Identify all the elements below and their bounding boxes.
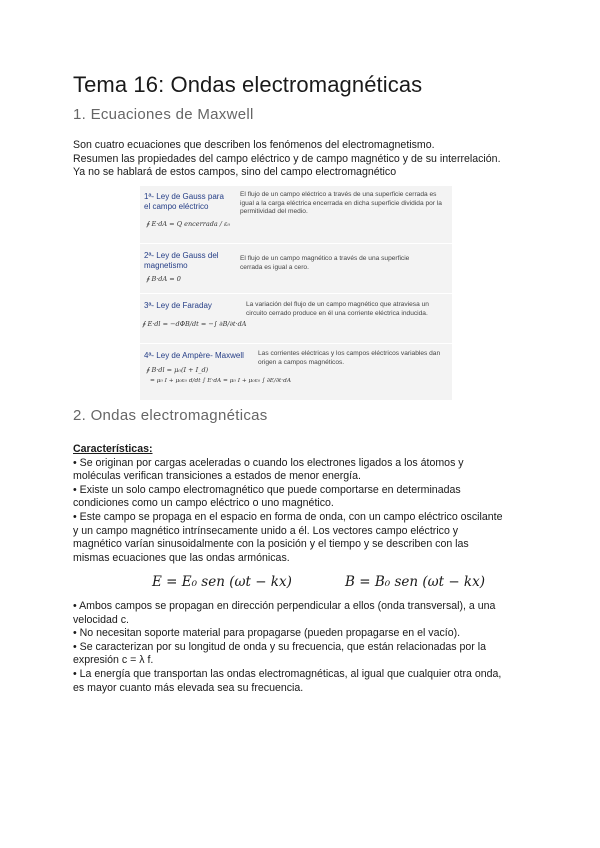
law-formula: ∮ B·dl = μ₀(I + I_d)	[146, 366, 209, 374]
law-description: El flujo de un campo magnético a través de una superficie cerrada es igual a cero.	[240, 255, 410, 271]
divider	[140, 243, 452, 244]
law-formula: ∮ E·dA = Q encerrada / ε₀	[146, 220, 231, 228]
text-line: • Existe un solo campo electromagnético que puede comportarse en determinadas	[73, 483, 461, 496]
intro-paragraph	[73, 139, 543, 180]
equation-magnetic-field: B = B₀ sen (ωt − kx)	[345, 574, 485, 590]
equation-electric-field: E = E₀ sen (ωt − kx)	[152, 574, 292, 590]
text-line: Son cuatro ecuaciones que describen los fenómenos del electromagnetismo.	[73, 139, 435, 151]
text-line: • Ambos campos se propagan en dirección perpendicular a ellos (onda transversal), a una	[73, 600, 496, 612]
properties-paragraph	[73, 600, 543, 695]
law-description: El flujo de un campo eléctrico a través de una superficie cerrada es igual a la carga eléctrica encerrada en dicha superficie dividida por la permitividad del medio.	[240, 191, 442, 215]
text-line: magnético varían sinusoidalmente con la posición y el tiempo y se describen con las	[73, 538, 469, 551]
text-line: • Se caracterizan por su longitud de onda y su frecuencia, que están relacionadas por la	[73, 640, 487, 653]
law-description: La variación del flujo de un campo magnético que atraviesa un circuito cerrado produce en él una corriente eléctrica inducida.	[246, 301, 429, 317]
text-line: mismas ecuaciones que las ondas armónicas.	[73, 551, 290, 564]
law-formula: ∮ B·dA = 0	[146, 275, 181, 283]
law-formula-line2: = μ₀ I + μ₀ε₀ d/dt ∫ E·dA = μ₀ I + μ₀ε₀ ∫ ∂E/∂t·dA	[150, 378, 292, 384]
characteristics-paragraph	[73, 443, 543, 565]
law-title: 4ª- Ley de Ampère- Maxwell	[144, 351, 244, 360]
law-title: 2ª- Ley de Gauss del	[144, 251, 219, 260]
text-line: • Se originan por cargas aceleradas o cuando los electrones ligados a los átomos y	[73, 456, 464, 469]
law-title-line2: magnetismo	[144, 261, 188, 270]
text-line: • La energía que transportan las ondas electromagnéticas, al igual que cualquier otra onda,	[73, 667, 502, 680]
text-line: condiciones como un campo eléctrico o uno magnético.	[73, 497, 334, 510]
page-title: Tema 16: Ondas electromagnéticas	[73, 72, 423, 97]
law-title: 3ª- Ley de Faraday	[144, 301, 212, 310]
text-line: Resumen las propiedades del campo eléctrico y de campo magnético y de su interrelación.	[73, 152, 501, 165]
text-line: y un campo magnético intrínsecamente unido a él. Los vectores campo eléctrico y	[73, 524, 459, 537]
divider	[140, 343, 452, 344]
law-title-line2: el campo eléctrico	[144, 202, 209, 211]
text-line: expresión c = λ f.	[73, 654, 154, 667]
text-line: moléculas verifican transiciones a estados de menor energía.	[73, 470, 361, 483]
law-title: 1ª- Ley de Gauss para	[144, 192, 224, 201]
maxwell-laws-figure	[140, 186, 452, 400]
text-line: Ya no se hablará de estos campos, sino del campo electromagnético	[73, 166, 397, 179]
law-description: Las corrientes eléctricas y los campos eléctricos variables dan origen a campos magnéticos.	[258, 350, 441, 366]
section-heading-maxwell: 1. Ecuaciones de Maxwell	[73, 106, 254, 123]
text-line: velocidad c.	[73, 613, 129, 626]
characteristics-heading: Características:	[73, 443, 153, 455]
text-line: es mayor cuanto más elevada sea su frecuencia.	[73, 681, 304, 694]
divider	[140, 293, 452, 294]
law-formula: ∮ E·dl = −dΦB/dt = −∫ ∂B/∂t·dA	[142, 320, 247, 328]
text-line: • Este campo se propaga en el espacio en forma de onda, con un campo eléctrico oscilante	[73, 510, 503, 523]
section-heading-waves: 2. Ondas electromagnéticas	[73, 407, 268, 424]
text-line: • No necesitan soporte material para propagarse (pueden propagarse en el vacío).	[73, 627, 461, 640]
